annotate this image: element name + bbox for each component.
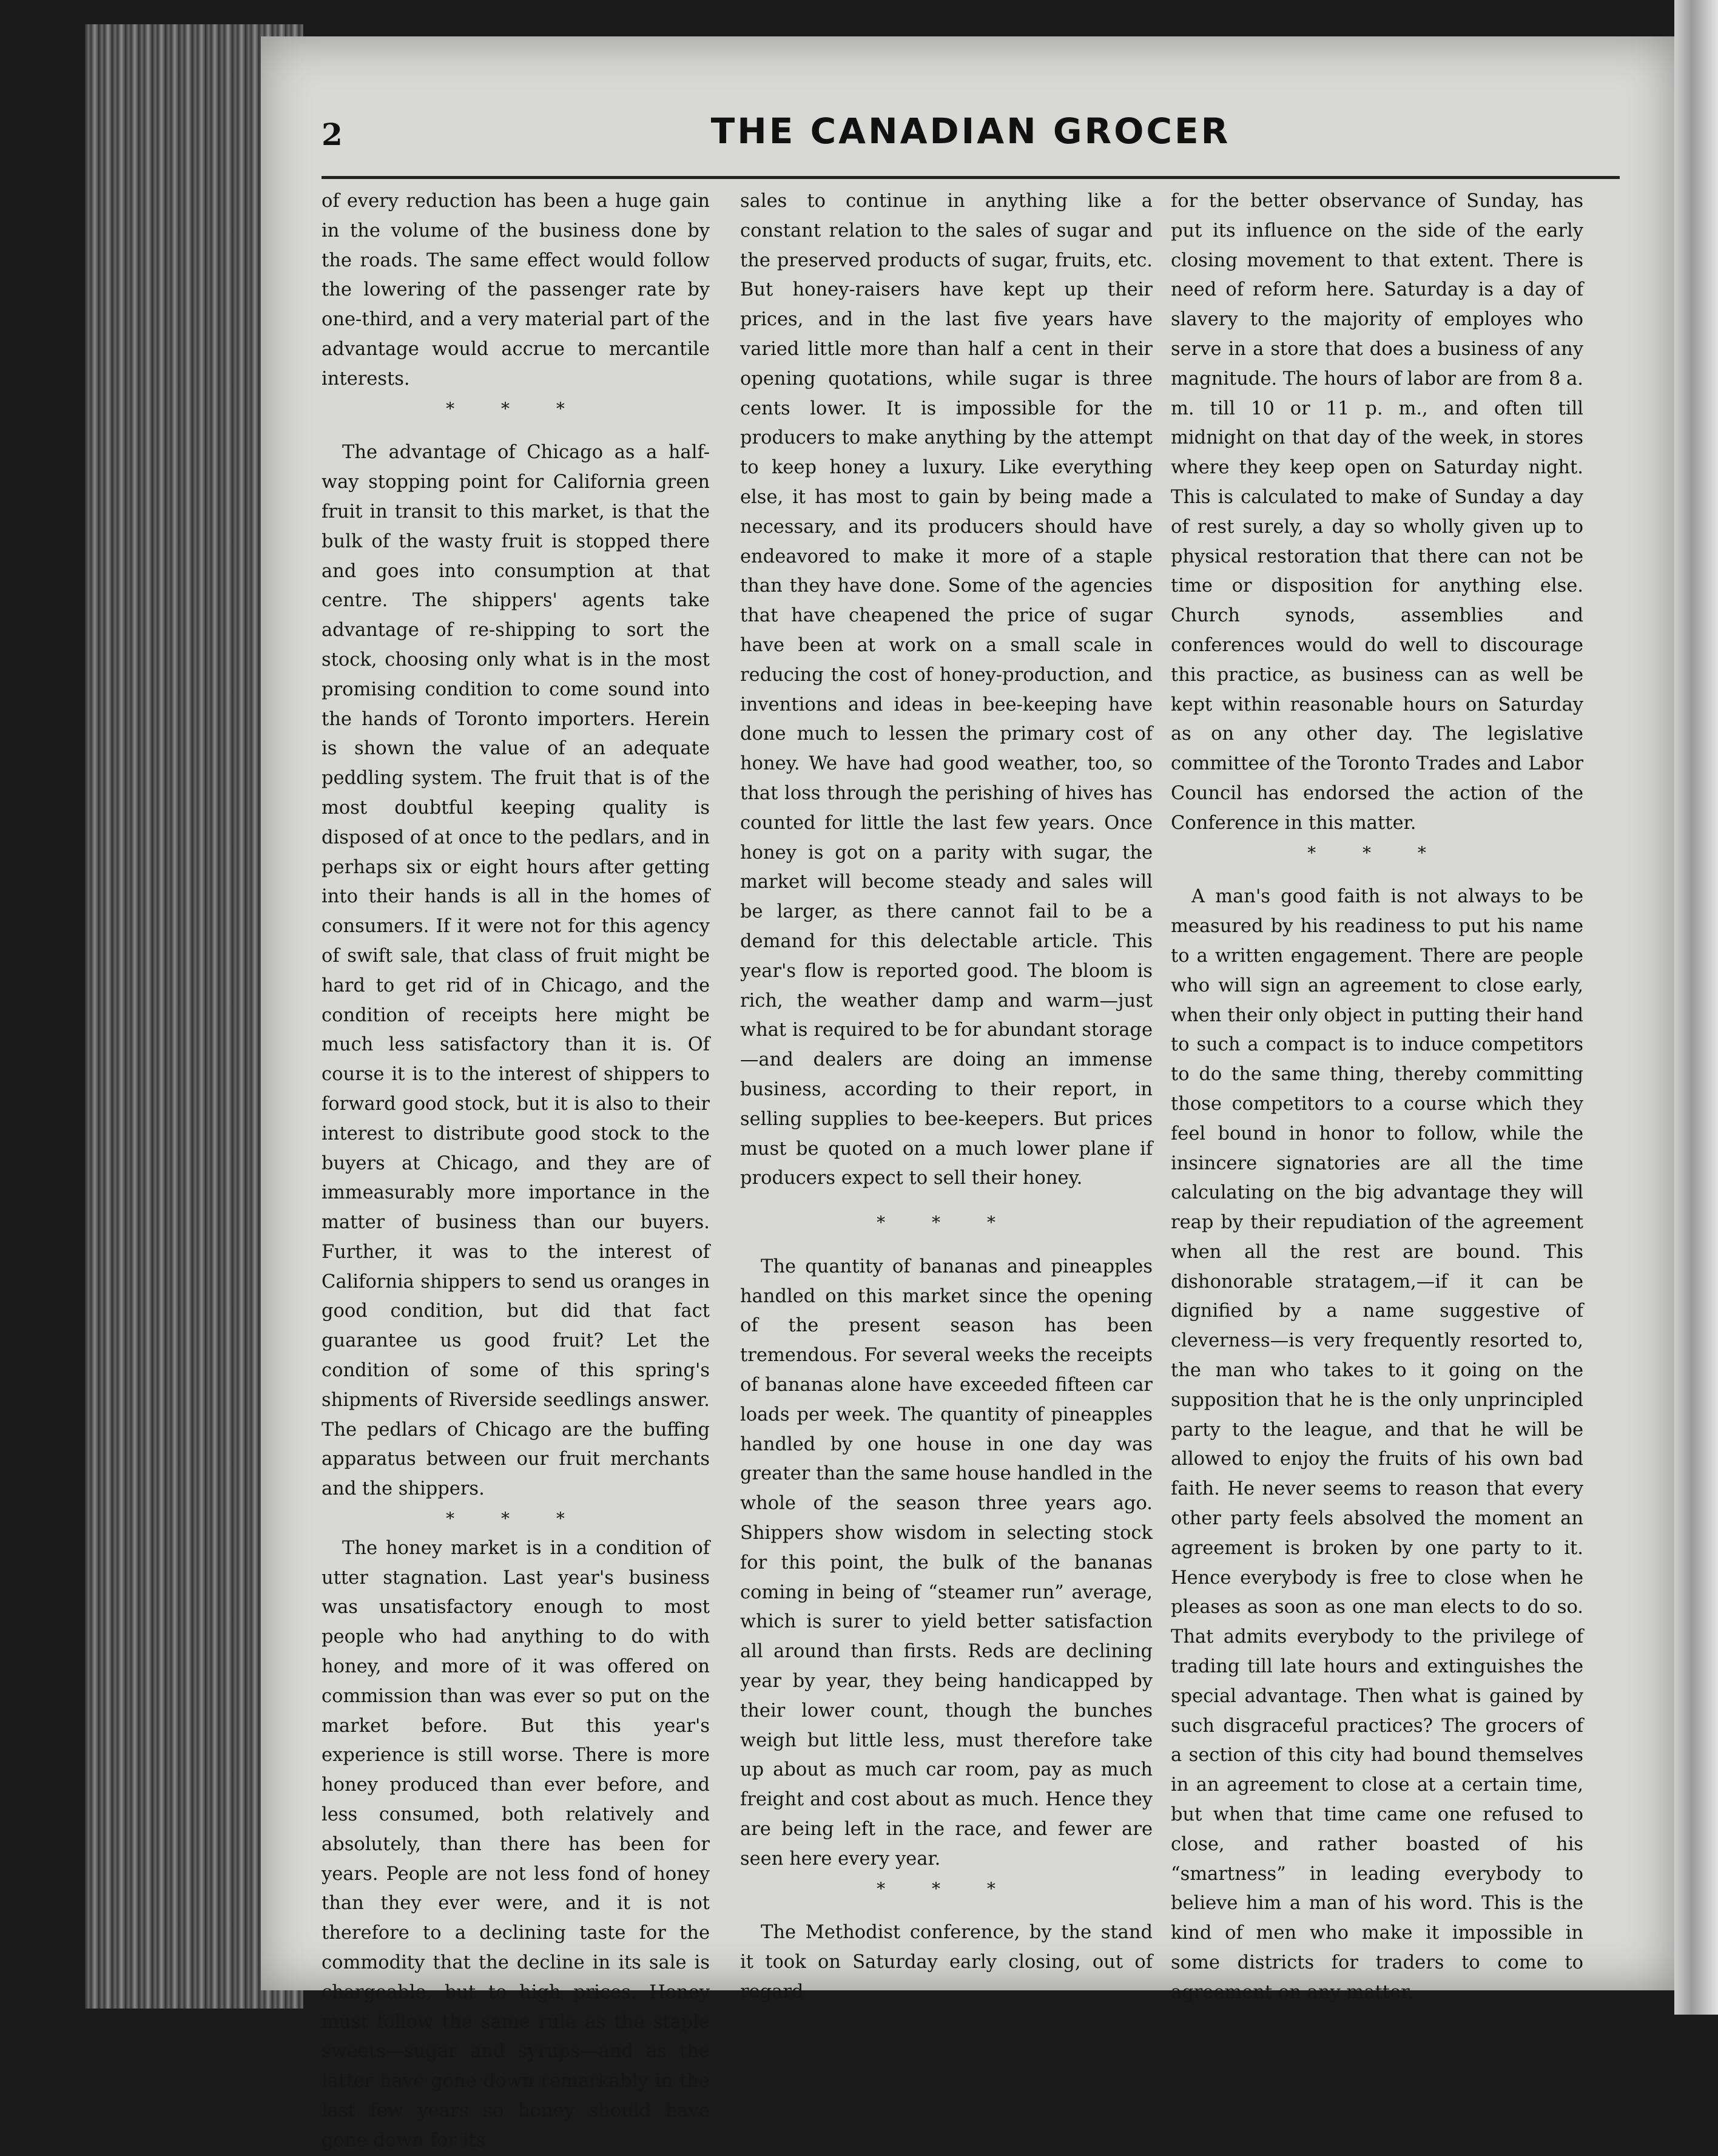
newspaper-page xyxy=(261,36,1674,2151)
paragraph-sunday-observance: for the better observance of Sunday, has put its influence on the side of the early closing movement to that extent. There is need of reform here. Saturday is a day of slavery to the majority of employes who serve in a store that does a business of any magnitude. The hours of labor are from 8 a. m. till 10 or 11 p. m., and often till midnight on that day of the week, in stores where they keep open on Saturday night. This is calculated to make of Sunday a day of rest surely, a day so wholly given up to physical restoration that there can not be time or disposition for anything else. Church synods, assemblies and conferences would do well to discourage this practice, as business can as well be kept within reasonable hours on Saturday as on any other day. The legislative committee of the Toronto Trades and Labor Council has endorsed the action of the Conference in this matter. xyxy=(1171,191,1583,834)
masthead-title: THE CANADIAN GROCER xyxy=(710,110,1231,152)
paragraph-honey-continued: sales to continue in anything like a constant relation to the sales of sugar and the preserved products of sugar, fruits, etc. But honey-raisers have kept up their prices, and in the last five years have varied little more than half a cent in their opening quotations, while sugar is three cents lower. It is impossible for the producers to make anything by the attempt to keep honey a luxury. Like everything else, it has most to gain by being made a necessary, and its producers should have endeavored to make it more of a staple than they have done. Some of the agencies that have cheapened the price of sugar have been at work on a small scale in reducing the cost of honey-production, and inventions and ideas in bee-keeping have done much to lessen the primary cost of honey. We have had good weather, too, so that loss through the perishing of hives has counted for little the last few years. Once honey is got on a parity with sugar, the market will become steady and sales will be larger, as there cannot fail to be a demand for this delectable article. This year's flow is reported good. The bloom is rich, the weather damp and warm—just what is required to be for abundant storage—and dealers are doing an immense business, according to their report, in selling supplies to bee-keepers. But prices must be quoted on a much lower plane if producers expect to sell their honey. xyxy=(740,191,1153,1189)
column-2 xyxy=(740,187,1153,2007)
section-separator: * * * xyxy=(446,1509,585,1529)
header-rule xyxy=(322,176,1620,179)
paragraph-honey-market: The honey market is in a condition of utter stagnation. Last year's business was unsatisfactory enough to most people who had anything to do with honey, and more of it was offered on commission than was ever so put on the market before. But this year's experience is still worse. There is more honey produced than ever before, and less consumed, both relatively and absolutely, than there has been for years. People are not less fond of honey than they ever were, and it is not therefore to a declining taste for the commodity that the decline in its sale is chargeable, but to high prices. Honey must follow the same rule as the staple sweets—sugar and syrups—and as the latter have gone down remarkably in the last few years so honey should have gone down for its xyxy=(322,1537,710,2151)
section-separator: * * * xyxy=(446,398,585,419)
paragraph-bananas-pineapples: The quantity of bananas and pineapples handled on this market since the opening of the present season has been tremendous. For several weeks the receipts of bananas alone have exceeded fifteen car loads per week. The quantity of pineapples handled by one house in one day was greater than the same house handled in the whole of the season three years ago. Shippers show wisdom in selecting stock for this point, the bulk of the bananas coming in being of “steamer run” average, which is surer to yield better satisfaction all around than firsts. Reds are declining year by year, they being handicapped by their lower count, though the bunches weigh but little less, must therefore take up about as much car room, pay as much freight and cost about as much. Hence they are being left in the race, and fewer are seen here every year. xyxy=(740,1255,1153,1870)
page-edge xyxy=(1674,0,1718,2015)
section-separator: * * * xyxy=(877,1212,1016,1233)
section-separator: * * * xyxy=(877,1878,1016,1899)
page-header xyxy=(322,102,1620,169)
page-number: 2 xyxy=(322,117,343,152)
section-separator: * * * xyxy=(1307,842,1447,863)
column-1 xyxy=(322,187,710,2156)
paragraph-good-faith: A man's good faith is not always to be measured by his readiness to put his name to a written engagement. There are people who will sign an agreement to close early, when their only object in putting their hand to such a compact is to induce competitors to do the same thing, thereby committing those competitors to a course which they feel bound in honor to follow, while the insincere signatories are all the time calculating on the big advantage they will reap by their repudiation of the agreement when all the rest are bound. This dishonorable stratagem,—if it can be dignified by a name suggestive of cleverness—is very frequently resorted to, the man who takes to it going on the supposition that he is the only unprincipled party to the league, and that he will be allowed to enjoy the fruits of his own bad faith. He never seems to reason that every other party feels absolved the moment an agreement is broken by one party to it. Hence everybody is free to close when he pleases as soon as one man elects to do so. That admits everybody to the privilege of trading till late hours and extinguishes the special advantage. Then what is gained by such disgraceful practices? The grocers of a section of this city had bound themselves in an agreement to close at a certain time, but when that time came one refused to close, and rather boasted of his “smartness” in leading everybody to believe him a man of his word. This is the kind of men who make it impossible in some districts for traders to come to agreement on any matter. xyxy=(1171,886,1583,2003)
paragraph-methodist-conference: The Methodist conference, by the stand it took on Saturday early closing, out of regard xyxy=(740,1922,1153,2003)
paragraph-chicago-fruit: The advantage of Chicago as a half-way stopping point for California green fruit in transit to this market, is that the bulk of the wasty fruit is stopped there and goes into consumption at that centre. The shippers' agents take advantage of re-shipping to sort the stock, choosing only what is in the most promising condition to come sound into the hands of Toronto importers. Herein is shown the value of an adequate peddling system. The fruit that is of the most doubtful keeping quality is disposed of at once to the pedlars, and in perhaps six or eight hours after getting into their hands is all in the homes of consumers. If it were not for this agency of swift sale, that class of fruit might be hard to get rid of in Chicago, and the condition of receipts here might be much less satisfactory than it is. Of course it is to the interest of shippers to forward good stock, but it is also to their interest to distribute good stock to the buyers at Chicago, and they are of immeasurably more importance in the matter of business than our buyers. Further, it was to the interest of California shippers to send us oranges in good condition, but did that fact guarantee us good fruit? Let the condition of some of this spring's shipments of Riverside seedlings answer. The pedlars of Chicago are the buffing apparatus between our fruit merchants and the shippers. xyxy=(322,442,710,1500)
paragraph-rail-rates: of every reduction has been a huge gain in the volume of the business done by the roads. The same effect would follow the lowering of the passenger rate by one-third, and a very material part of the advantage would accrue to mercantile interests. xyxy=(322,191,710,390)
column-3 xyxy=(1171,187,1583,2008)
